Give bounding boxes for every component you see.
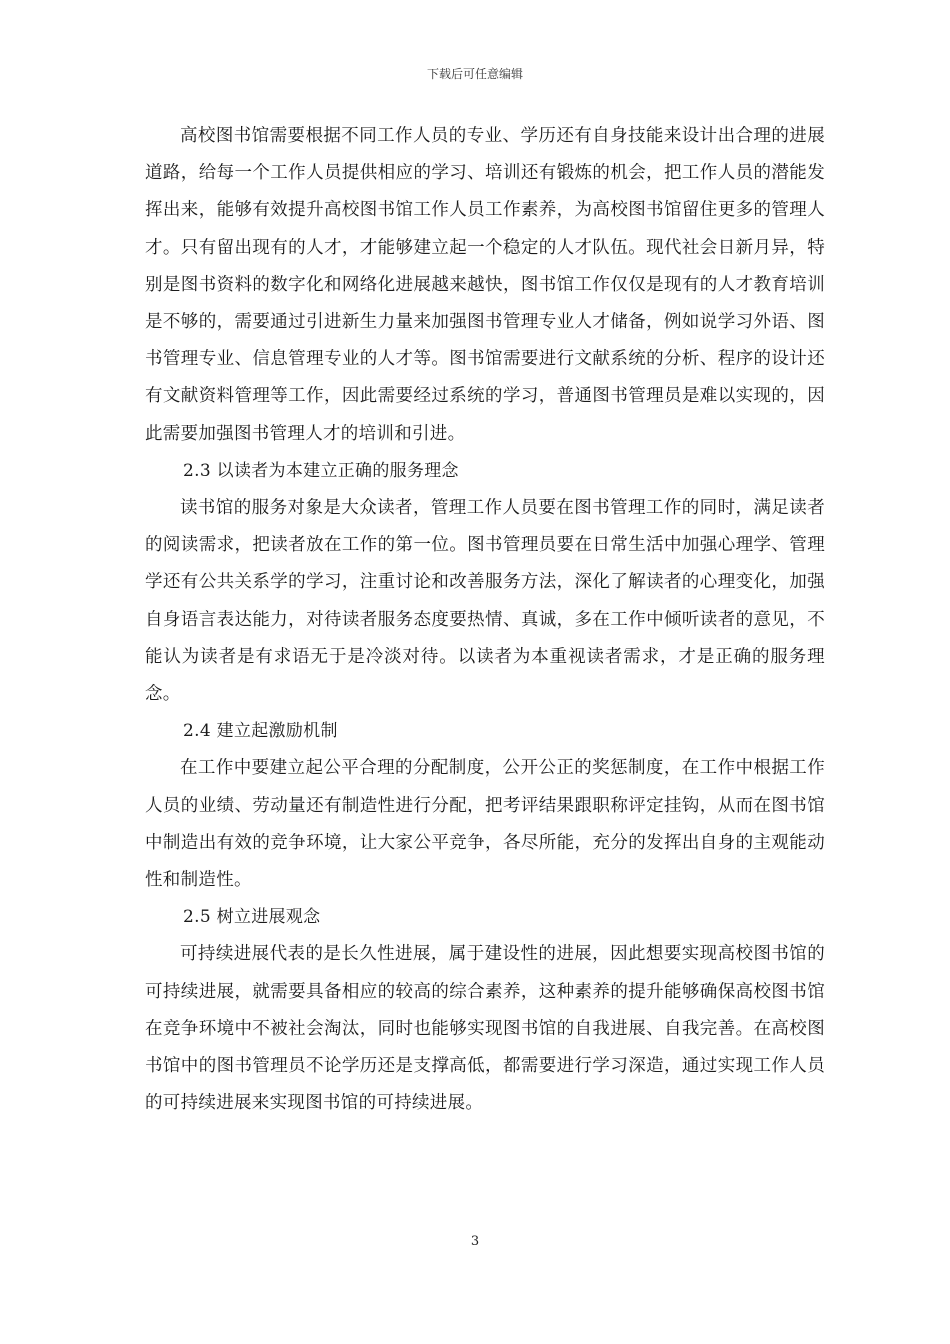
page-header: 下载后可任意编辑 bbox=[426, 67, 523, 81]
paragraph-service-concept: 读书馆的服务对象是大众读者，管理工作人员要在图书管理工作的同时，满足读者的阅读需求，把读者放在工作的第一位。图书管理员要在日常生活中加强心理学、管理学还有公共关系学的学习，注重讨论和改善服务方法，深化了解读者的心理变化，加强自身语言表达能力，对待读者服务态度要热情、真诚，多在工作中倾听读者的意见，不能认为读者是有求语无于是冷淡对待。以读者为本重视读者需求，才是正确的服务理念。 bbox=[145, 498, 825, 705]
document-body bbox=[145, 118, 825, 1122]
paragraph-talent-development: 高校图书馆需要根据不同工作人员的专业、学历还有自身技能来设计出合理的进展道路，给每一个工作人员提供相应的学习、培训还有锻炼的机会，把工作人员的潜能发挥出来，能够有效提升高校图书馆工作人员工作素养，为高校图书馆留住更多的管理人才。只有留出现有的人才，才能够建立起一个稳定的人才队伍。现代社会日新月异，特别是图书资料的数字化和网络化进展越来越快，图书馆工作仅仅是现有的人才教育培训是不够的，需要通过引进新生力量来加强图书管理专业人才储备，例如说学习外语、图书管理专业、信息管理专业的人才等。图书馆需要进行文献系统的分析、程序的设计还有文献资料管理等工作，因此需要经过系统的学习，普通图书管理员是难以实现的，因此需要加强图书管理人才的培训和引进。 bbox=[145, 126, 825, 444]
paragraph-development-concept: 可持续进展代表的是长久性进展，属于建设性的进展，因此想要实现高校图书馆的可持续进展，就需要具备相应的较高的综合素养，这种素养的提升能够确保高校图书馆在竞争环境中不被社会淘汰，同时也能够实现图书馆的自我进展、自我完善。在高校图书馆中的图书管理员不论学历还是支撑高低，都需要进行学习深造，通过实现工作人员的可持续进展来实现图书馆的可持续进展。 bbox=[145, 944, 825, 1114]
paragraph-incentive-mechanism: 在工作中要建立起公平合理的分配制度，公开公正的奖惩制度，在工作中根据工作人员的业绩、劳动量还有制造性进行分配，把考评结果跟职称评定挂钩，从而在图书馆中制造出有效的竞争环境，让大家公平竞争，各尽所能，充分的发挥出自身的主观能动性和制造性。 bbox=[145, 758, 825, 891]
section-heading-2-3: 2.3 以读者为本建立正确的服务理念 bbox=[183, 460, 459, 481]
page-number: 3 bbox=[470, 1234, 480, 1249]
section-heading-2-4: 2.4 建立起激励机制 bbox=[183, 721, 338, 742]
section-heading-2-5: 2.5 树立进展观念 bbox=[183, 907, 321, 928]
